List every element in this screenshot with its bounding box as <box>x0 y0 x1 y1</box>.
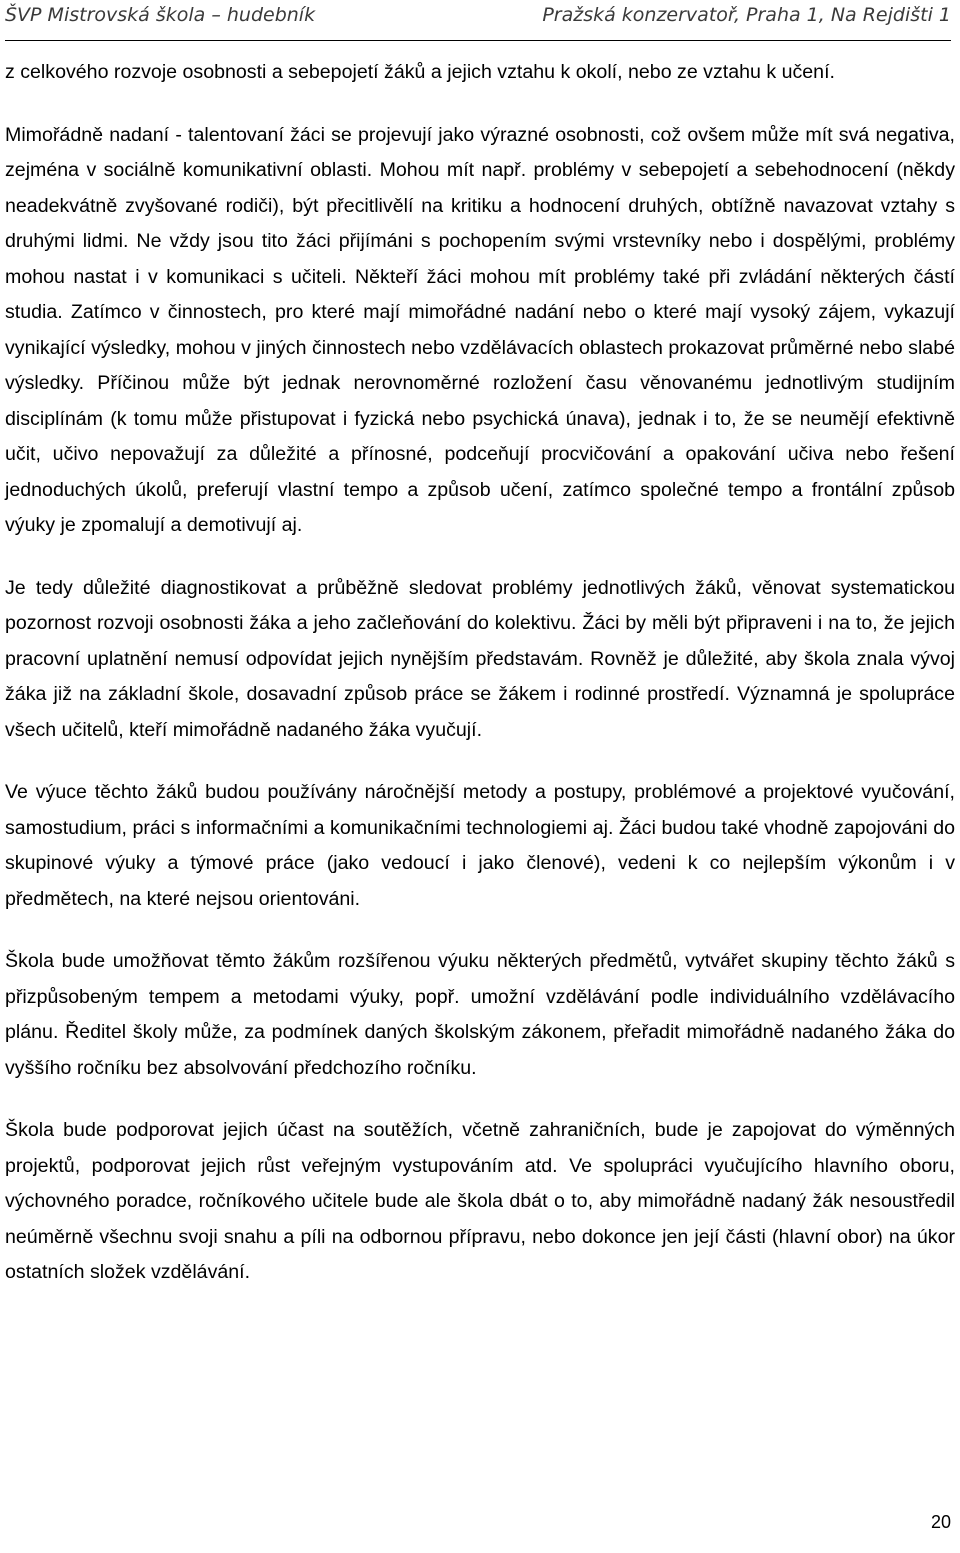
paragraph-competitions: Škola bude podporovat jejich účast na soutěžích, včetně zahraničních, bude je zapojovat do výměnných projektů, podporovat jejich růst veřejným vystupováním atd. Ve spolupráci vyučujícího hlavního oboru, výchovného poradce, ročníkového učitele bude ale škola dbát o to, aby mimořádně nadaný žák nesoustředil neúměrně všechnu svoji snahu a píli na odbornou přípravu, nebo dokonce jen její části (hlavní obor) na úkor ostatních složek vzdělávání. <box>5 1119 955 1283</box>
paragraph-continuation: z celkového rozvoje osobnosti a sebepojetí žáků a jejich vztahu k okolí, nebo ze vztahu k učení. <box>5 61 835 83</box>
paragraph-gifted-students: Mimořádně nadaní - talentovaní žáci se projevují jako výrazné osobnosti, což ovšem může mít svá negativa, zejména v sociálně komunikativní oblasti. Mohou mít např. problémy v sebepojetí a sebehodnocení (někdy neadekvátně zvyšované rodiči), být přecitlivělí na kritiku a hodnocení druhých, obtížně navazovat vztahy s druhými lidmi. Ne vždy jsou tito žáci přijímáni s pochopením svými vrstevníky nebo i dospělými, problémy mohou nastat i v komunikaci s učiteli. Někteří žáci mohou mít problémy také při zvládání některých částí studia. Zatímco v činnostech, pro které mají mimořádné nadání nebo o které mají vysoký zájem, vykazují vynikající výsledky, mohou v jiných činnostech nebo vzdělávacích oblastech prokazovat průměrné nebo slabé výsledky. Příčinou může být jednak nerovnoměrné rozložení času věnovanému jednotlivým studijním disciplínám (k tomu může přistupovat i fyzická nebo psychická únava), jednak i to, že se neumějí efektivně učit, učivo nepovažují za důležité a přínosné, podceňují procvičování a opakování učiva nebo řešení jednoduchých úkolů, preferují vlastní tempo a způsob učení, zatímco společné tempo a frontální způsob výuky je zpomalují a demotivují aj. <box>5 123 955 536</box>
paragraph-diagnostics: Je tedy důležité diagnostikovat a průběžně sledovat problémy jednotlivých žáků, věnovat systematickou pozornost rozvoji osobnosti žáka a jeho začleňování do kolektivu. Žáci by měli být připraveni i na to, že jejich pracovní uplatnění nemusí odpovídat jejich nynějším představám. Rovněž je důležité, aby škola znala vývoj žáka již na základní škole, dosavadní způsob práce se žákem i rodinné prostředí. Významná je spolupráce všech učitelů, kteří mimořádně nadaného žáka vyučují. <box>5 576 955 741</box>
page-header <box>5 0 951 41</box>
page-number: 20 <box>930 1512 951 1532</box>
paragraph-teaching-methods: Ve výuce těchto žáků budou používány náročnější metody a postupy, problémové a projektové vyučování, samostudium, práci s informačními a komunikačními technologiemi aj. Žáci budou také vhodně zapojováni do skupinové výuky a týmové práce (jako vedoucí i jako členové), vedeni k co nejlepším výkonům i v předmětech, na které nejsou orientováni. <box>5 781 955 910</box>
paragraph-extended-teaching: Škola bude umožňovat těmto žákům rozšířenou výuku některých předmětů, vytvářet skupiny těchto žáků s přizpůsobeným tempem a metodami výuky, popř. umožní vzdělávání podle individuálního vzdělávacího plánu. Ředitel školy může, za podmínek daných školským zákonem, přeřadit mimořádně nadaného žáka do vyššího ročníku bez absolvování předchozího ročníku. <box>5 950 955 1079</box>
header-institution: Pražská konzervatoř, Praha 1, Na Rejdišti 1 <box>542 4 951 26</box>
header-school-program: ŠVP Mistrovská škola – hudebník <box>5 4 316 26</box>
document-body <box>5 55 955 1318</box>
